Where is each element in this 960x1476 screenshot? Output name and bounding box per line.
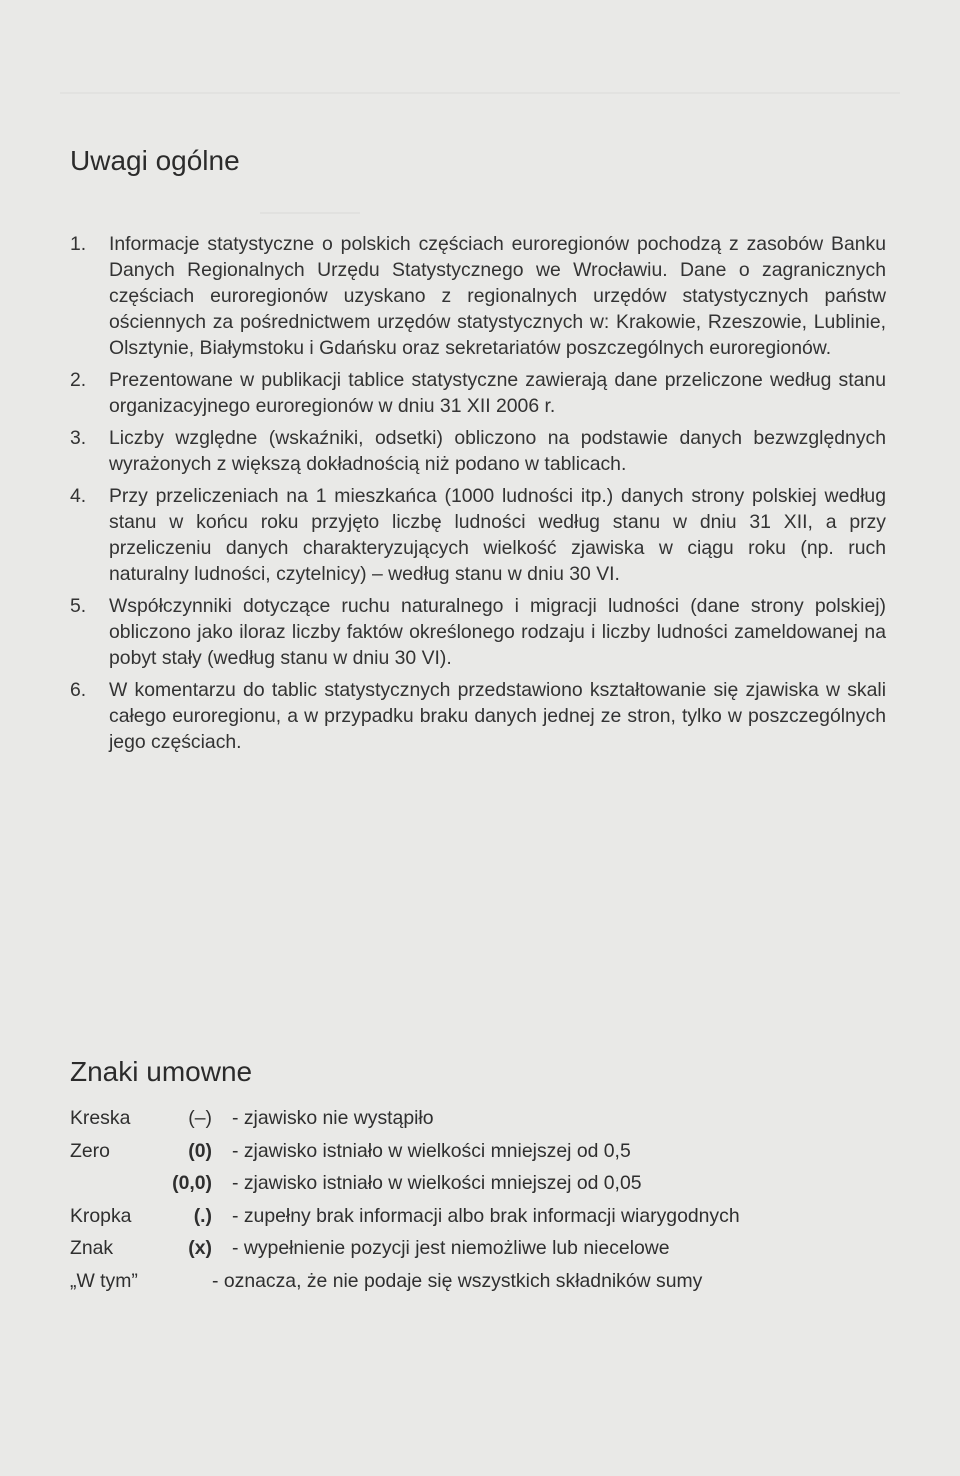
section-title-general-notes: Uwagi ogólne	[70, 145, 240, 176]
note-item	[70, 231, 886, 361]
legend-symbol: (x)	[188, 1237, 212, 1259]
note-number: 6.	[70, 679, 87, 701]
legend-description: - zupełny brak informacji albo brak informacji wiarygodnych	[232, 1204, 740, 1227]
legend-name: Zero	[70, 1139, 110, 1162]
legend-description: - wypełnienie pozycji jest niemożliwe lub niecelowe	[232, 1237, 670, 1259]
note-text: W komentarzu do tablic statystycznych przedstawiono kształtowanie się zjawiska w skali całego euroregionu, a w przypadku braku danych jednej ze stron, tylko w poszczególnych jego częściach.	[109, 679, 886, 753]
notes-list	[70, 231, 886, 761]
note-number: 2.	[70, 369, 87, 391]
legend-row	[70, 1172, 870, 1205]
legend-description: - zjawisko istniało w wielkości mniejszej od 0,05	[232, 1172, 642, 1194]
note-text: Prezentowane w publikacji tablice statystyczne zawierają dane przeliczone według stanu organizacyjnego euroregionów w dniu 31 XII 2006 r.	[109, 369, 886, 417]
note-text: Informacje statystyczne o polskich częściach euroregionów pochodzą z zasobów Banku Danych Regionalnych Urzędu Statystycznego we Wrocławiu. Dane o zagranicznych częściach euroregionów uzyskano z regionalnych urzędów statystycznych państw ościennych za pośrednictwem urzędów statystycznych w: Krakowie, Rzeszowie, Lublinie, Olsztynie, Białymstoku i Gdańsku oraz sekretariatów poszczególnych euroregionów.	[109, 233, 886, 359]
note-number: 4.	[70, 485, 87, 507]
note-item	[70, 483, 886, 587]
note-item	[70, 425, 886, 477]
legend-symbol: (.)	[193, 1204, 212, 1227]
legend-row	[70, 1140, 870, 1173]
note-item	[70, 593, 886, 671]
legend-description: - zjawisko nie wystąpiło	[232, 1107, 434, 1129]
conventional-signs-table	[70, 1107, 870, 1302]
legend-description: - oznacza, że nie podaje się wszystkich składników sumy	[212, 1269, 703, 1292]
note-item	[70, 677, 886, 755]
legend-name: „W tym”	[70, 1269, 138, 1292]
legend-row	[70, 1107, 870, 1140]
legend-row	[70, 1270, 870, 1303]
note-number: 3.	[70, 427, 87, 449]
legend-symbol: (0)	[188, 1139, 212, 1162]
legend-row	[70, 1205, 870, 1238]
note-text: Przy przeliczeniach na 1 mieszkańca (1000 ludności itp.) danych strony polskiej według stanu w końcu roku przyjęto liczbę ludności według stanu w dniu 31 XII, a przy przeliczeniu danych charakteryzujących wielkość zjawiska w ciągu roku (np. ruch naturalny ludności, czytelnicy) – według stanu w dniu 30 VI.	[109, 485, 886, 585]
bleed-through-line	[260, 212, 360, 214]
note-text: Współczynniki dotyczące ruchu naturalnego i migracji ludności (dane strony polskiej) obliczono jako iloraz liczby faktów określonego rodzaju i liczby ludności zameldowanej na pobyt stały (według stanu w dniu 30 VI).	[109, 595, 886, 669]
legend-name: Kreska	[70, 1107, 131, 1129]
note-number: 5.	[70, 595, 87, 617]
legend-symbol: (0,0)	[172, 1172, 212, 1194]
legend-name: Kropka	[70, 1204, 132, 1227]
legend-description: - zjawisko istniało w wielkości mniejszej od 0,5	[232, 1139, 631, 1162]
legend-row	[70, 1237, 870, 1270]
note-text: Liczby względne (wskaźniki, odsetki) obliczono na podstawie danych bezwzględnych wyrażonych z większą dokładnością niż podano w tablicach.	[109, 427, 886, 475]
legend-symbol: (–)	[188, 1107, 212, 1129]
note-number: 1.	[70, 233, 87, 255]
bleed-through-line	[60, 92, 900, 94]
section-title-conventional-signs: Znaki umowne	[70, 1056, 253, 1087]
legend-name: Znak	[70, 1237, 114, 1259]
note-item	[70, 367, 886, 419]
